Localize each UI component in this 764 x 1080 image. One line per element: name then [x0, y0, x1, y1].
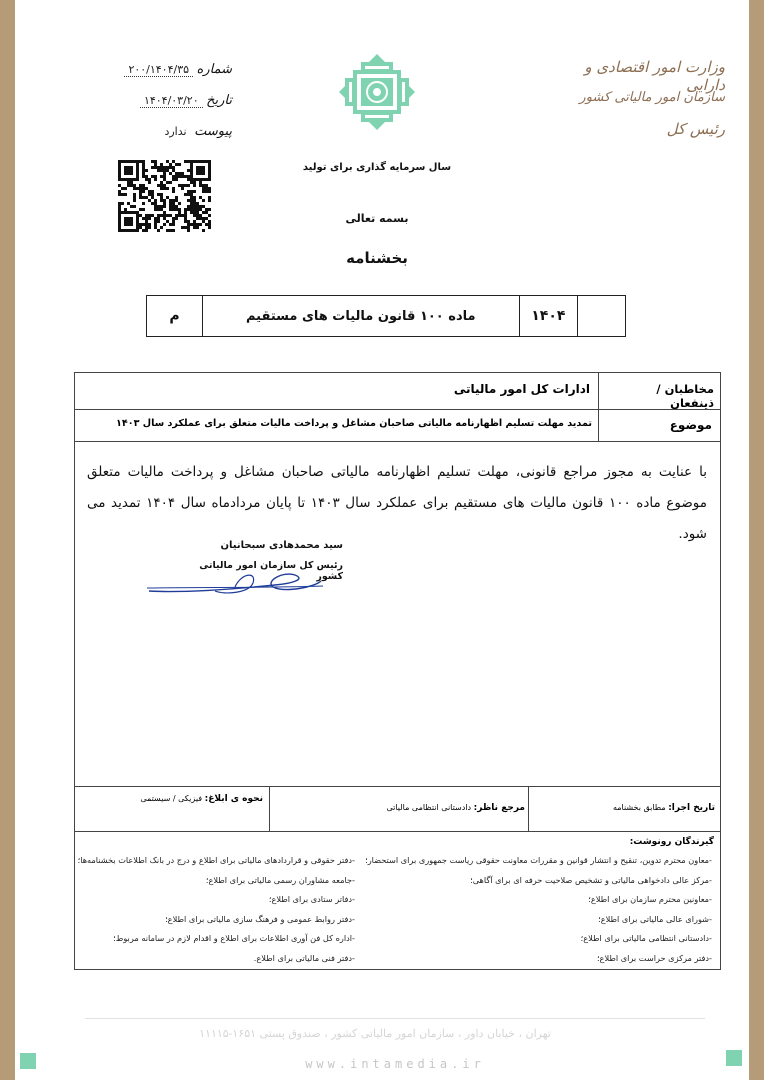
attachment-label: پیوست	[194, 124, 232, 139]
footer-divider	[85, 1018, 705, 1019]
copy-recipient: -دفتر مرکزی حراست برای اطلاع؛	[596, 952, 712, 963]
copy-recipient: -دفتر حقوقی و قراردادهای مالیاتی برای اطلاع و درج در بانک اطلاعات بخشنامه‌ها؛	[77, 855, 355, 865]
letter-date-row	[107, 93, 232, 108]
copy-recipient: -دفتر فنی مالیاتی برای اطلاع.	[253, 952, 355, 963]
copy-recipient: -معاون محترم تدوین، تنقیح و انتشار قوانین و مقررات معاونت حقوقی ریاست جمهوری برای استحضار؛	[365, 855, 712, 865]
subject-value: تمدید مهلت تسلیم اظهارنامه مالیاتی صاحبان مشاغل و پرداخت مالیات متعلق برای عملکرد سال ۱۴۰۳	[116, 418, 592, 429]
letter-number-row	[107, 62, 232, 77]
letter-attachment-row	[107, 124, 232, 139]
exec-date-value: مطابق بخشنامه	[612, 803, 666, 812]
copy-recipient: -دادستانی انتظامی مالیاتی برای اطلاع؛	[580, 933, 712, 943]
recipients-divider	[598, 373, 599, 409]
head-title: رئیس کل	[666, 120, 725, 138]
subject-divider	[598, 409, 599, 441]
basmala: بسمه تعالی	[345, 212, 409, 225]
execution-divider-2	[528, 787, 529, 831]
ministry-name: وزارت امور اقتصادی و دارایی	[584, 58, 725, 94]
recipients-label: مخاطبان / ذینفعان	[656, 382, 714, 410]
subject-label: موضوع	[669, 418, 712, 432]
signer-title: رئیس کل سازمان امور مالیاتی کشور	[199, 560, 343, 582]
notify-value: فیزیکی / سیستمی	[140, 794, 203, 803]
authority-field	[275, 803, 525, 813]
date-label: تاریخ	[206, 93, 232, 108]
footer-website-link[interactable]: www.intamedia.ir	[305, 1057, 485, 1071]
copy-recipient: -جامعه مشاوران رسمی مالیاتی برای اطلاع؛	[205, 874, 355, 885]
qr-code-graphic	[118, 160, 212, 234]
organization-name: سازمان امور مالیاتی کشور	[579, 90, 725, 105]
authority-value: دادستانی انتظامی مالیاتی	[386, 803, 472, 812]
circular-form-box	[74, 372, 721, 970]
copy-recipient: -اداره کل فن آوری اطلاعات برای اطلاع و اقدام لازم در سامانه مربوط؛	[113, 933, 355, 943]
authority-label: مرجع ناظر:	[473, 803, 525, 813]
corner-mark-right-icon	[726, 1050, 742, 1066]
cell-m: م	[147, 296, 203, 337]
attachment-value: ندارد	[164, 125, 187, 138]
document-type-title: بخشنامه	[346, 249, 408, 267]
execution-divider-1	[269, 787, 270, 831]
date-value: ۱۴۰۴/۰۳/۲۰	[140, 94, 203, 108]
notify-field	[81, 794, 263, 804]
logo-emblem-icon	[337, 52, 417, 132]
recipients-value: ادارات کل امور مالیاتی	[453, 382, 590, 396]
qr-code	[118, 160, 212, 234]
circular-header-table	[146, 295, 626, 337]
cell-code: ۱۴۰۴	[519, 296, 577, 337]
notify-label: نحوه ی ابلاغ:	[204, 794, 263, 804]
recipients-row	[75, 373, 720, 410]
copy-recipient: -مرکز عالی دادخواهی مالیاتی و تشخیص صلاحیت حرفه ای برای آگاهی؛	[470, 874, 712, 885]
tax-organization-logo	[337, 52, 417, 132]
copy-recipient: -معاونین محترم سازمان برای اطلاع؛	[588, 894, 712, 904]
corner-mark-left-icon	[20, 1053, 36, 1069]
copy-recipient: -دفتر روابط عمومی و فرهنگ سازی مالیاتی برای اطلاع؛	[165, 913, 355, 924]
copy-recipient: -دفاتر ستادی برای اطلاع؛	[268, 894, 355, 904]
year-slogan: سال سرمایه گذاری برای تولید	[302, 162, 452, 173]
number-value: ۲۰۰/۱۴۰۴/۳۵	[124, 63, 193, 77]
exec-date-field	[533, 803, 715, 813]
copy-recipient: -شورای عالی مالیاتی برای اطلاع؛	[598, 913, 712, 924]
footer-address: تهران ، خیابان داور ، سازمان امور مالیاتی کشور ، صندوق پستی ۱۶۵۱-۱۱۱۱۵	[199, 1027, 551, 1040]
subject-row	[75, 409, 720, 442]
body-paragraph: با عنایت به مجوز مراجع قانونی، مهلت تسلیم اظهارنامه مالیاتی صاحبان مشاغل و پرداخت مالیات متعلق موضوع ماده ۱۰۰ قانون مالیات های مستقیم برای عملکرد سال ۱۴۰۳ تا پایان مردادماه سال ۱۴۰۴ تمدید می شود.	[87, 464, 707, 542]
copies-label: گیرندگان رونوشت:	[629, 837, 714, 847]
copies-left-list	[77, 851, 355, 968]
execution-row	[75, 786, 720, 832]
document-page	[15, 0, 749, 1080]
signature-icon	[145, 563, 325, 603]
exec-date-label: تاریخ اجرا:	[668, 803, 715, 813]
cell-empty	[578, 296, 626, 337]
number-label: شماره	[196, 62, 232, 77]
signer-name: سید محمدهادی سبحانیان	[220, 540, 343, 551]
cell-subject: ماده ۱۰۰ قانون مالیات های مستقیم	[202, 296, 519, 337]
copies-right-list	[365, 851, 712, 968]
